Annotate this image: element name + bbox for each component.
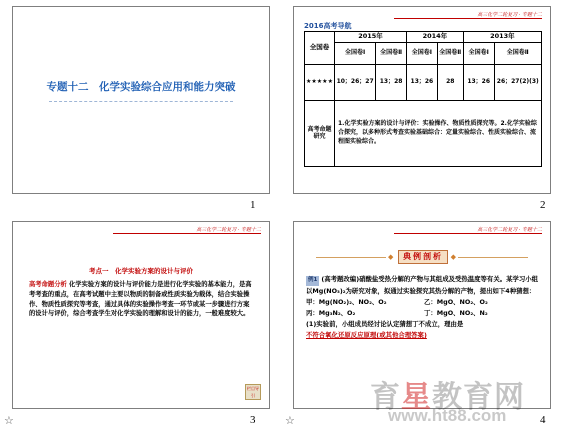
stars-label: ★★★★★ <box>305 65 335 101</box>
paper-header: 全国卷Ⅰ <box>406 43 437 65</box>
slide-header: 高三化学二轮复习 · 专题十二 <box>477 12 542 18</box>
question-text: (高考题改编)硝酸盐受热分解的产物与其组成及受热温度等有关。某学习小组以Mg(NO₃)₂为研究对象，拟通过实验探究其热分解的产物，提出如下4种猜想： <box>306 275 539 295</box>
example-body <box>306 274 542 342</box>
year-header: 2014年 <box>406 32 463 43</box>
page-number-3: 3 <box>250 414 256 426</box>
star-icon: ☆ <box>285 414 295 427</box>
sub-question: (1)实验前，小组成员经讨论认定猜想丁不成立，理由是 <box>306 320 464 329</box>
slide-header: 高三化学二轮复习 · 专题十二 <box>477 227 542 233</box>
exam-navigation-table <box>304 31 542 167</box>
paper-header: 全国卷Ⅱ <box>494 43 541 65</box>
example-question <box>306 274 542 297</box>
paper-header: 全国卷Ⅰ <box>463 43 494 65</box>
slide-3-body <box>29 280 255 319</box>
options-row <box>306 297 542 308</box>
year-header: 2013年 <box>463 32 541 43</box>
analysis-label: 高考命题分析 <box>29 281 67 288</box>
option-item: 甲：Mg(NO₂)₂、NO₂、O₂ <box>306 297 387 306</box>
banner-line-left <box>316 257 386 258</box>
research-label: 高考命题研究 <box>305 101 335 167</box>
section-banner <box>294 250 550 264</box>
table-cell: 26；27(2)(3) <box>494 65 541 101</box>
banner-line-right <box>458 257 528 258</box>
paper-header: 全国卷Ⅱ <box>376 43 407 65</box>
table-cell: 13；26 <box>406 65 437 101</box>
page-number-2: 2 <box>540 199 546 211</box>
page-number-1: 1 <box>250 199 256 211</box>
header-rule <box>394 233 542 234</box>
slide-3-subtitle: 考点一 化学实验方案的设计与评价 <box>89 267 193 275</box>
option-item: 丁：MgO、NO₂、N₂ <box>424 309 488 318</box>
answer-text: 不符合氧化还原反应原理(或其他合理答案) <box>306 331 427 340</box>
nav-guide-button[interactable]: 栏目导引 <box>247 386 259 398</box>
option-item: 丙：Mg₃N₂、O₂ <box>306 309 356 318</box>
watermark-logo: 育星教育网 <box>370 380 525 415</box>
header-rule <box>113 233 261 234</box>
header-rule <box>394 18 542 19</box>
slide-1-thumbnail[interactable] <box>12 6 270 194</box>
analysis-text: 化学实验方案的设计与评价能力是进行化学实验的基本能力，是高考考查的重点，在高考试题中主要以物质的制备或性质实验为载体，结合实验操作、物质性质探究等考查，通过具体的实验操作考查一环节或某一步骤进行方案的设计与评价，综合考查学生对化学实验的理解和设计的能力，一般难度较大。 <box>29 281 252 318</box>
option-item: 乙：MgO、NO₂、O₂ <box>424 297 488 306</box>
table-cell: 28 <box>437 65 463 101</box>
slide-1-title: 专题十二 化学实验综合应用和能力突破 <box>46 81 236 93</box>
year-header: 2015年 <box>335 32 407 43</box>
example-tag: 例1 <box>306 276 319 286</box>
watermark-url: www.ht88.com <box>388 406 507 425</box>
slide-3-thumbnail[interactable] <box>12 221 270 409</box>
slide-2-heading: 2016高考导航 <box>304 22 352 30</box>
table-cell: 13；26 <box>463 65 494 101</box>
page-number-4: 4 <box>540 414 546 426</box>
paper-header: 全国卷Ⅰ <box>335 43 376 65</box>
banner-title: 典例剖析 <box>398 250 448 264</box>
paper-header: 全国卷Ⅱ <box>437 43 463 65</box>
research-text: 1.化学实验方案的设计与评价：实验操作、物质性质探究等。2.化学实验综合探究，以多种形式考查实验基础综合：定量实验综合、性质实验综合、流程图实验综合。 <box>335 101 542 167</box>
slide-2-thumbnail[interactable] <box>293 6 551 194</box>
options-row <box>306 308 542 319</box>
star-icon: ☆ <box>4 414 14 427</box>
table-cell: 10；26；27 <box>335 65 376 101</box>
corner-label: 全国卷 <box>305 32 335 65</box>
diamond-icon: ◆ <box>450 253 456 261</box>
slide-header: 高三化学二轮复习 · 专题十二 <box>196 227 261 233</box>
diamond-icon: ◆ <box>388 253 394 261</box>
table-cell: 13；28 <box>376 65 407 101</box>
title-divider <box>49 101 233 102</box>
